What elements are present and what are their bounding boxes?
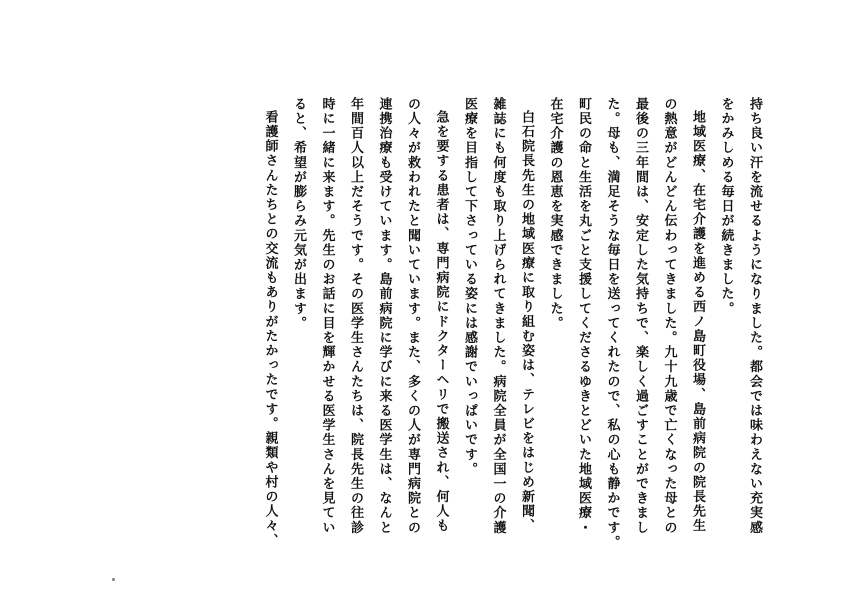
text-column: 年間百人以上だそうです。その医学生さんたちは、院長先生の往診 xyxy=(348,97,363,535)
vertical-text-body xyxy=(255,97,768,567)
text-column: をかみしめる毎日が続きました。 xyxy=(718,97,734,316)
scan-speck xyxy=(112,578,115,581)
text-column: 連携治療も受けています。島前病院に学びに来る医学生は、なんと xyxy=(376,97,392,535)
text-column: 地域医療、在宅介護を進める西ノ島町役場、島前病院の院長先生 xyxy=(690,110,705,534)
text-column: た。母も、満足そうな毎日を送ってくれたので、私の心も静かです。 xyxy=(604,97,620,550)
text-column: 町民の命と生活を丸ごと支援してくださるゆきとどいた地域医療・ xyxy=(576,97,591,535)
text-column: 時に一緒に来ます。先生のお話に目を輝かせる医学生さんを見てい xyxy=(319,97,335,535)
text-column: の熱意がどんどん伝わってきました。九十九歳で亡くなった母との xyxy=(661,97,677,535)
text-column: 在宅介護の恩恵を実感できました。 xyxy=(547,97,563,331)
text-column: 持ち良い汗を流せるようになりました。都会では味わえない充実感 xyxy=(747,97,762,535)
text-column: 急を要する患者は、専門病院にドクターヘリで搬送され、何人も xyxy=(433,110,449,534)
text-column: 最後の三年間は、安定した気持ちで、楽しく過ごすことができまし xyxy=(633,97,648,535)
text-column: 看護師さんたちとの交流もありがたかったです。親類や村の人々、 xyxy=(262,110,278,548)
text-column: ると、希望が膨らみ元気が出ます。 xyxy=(291,97,306,331)
text-column: 雑誌にも何度も取り上げられてきました。病院全員が全国一の介護 xyxy=(490,97,506,535)
text-column: 白石院長先生の地域医療に取り組む姿は、テレビをはじめ新聞、 xyxy=(519,110,534,534)
text-column: 医療を目指して下さっている姿には感謝でいっぱいです。 xyxy=(462,97,477,477)
text-column: の人々が救われたと聞いています。また、多くの人が専門病院との xyxy=(405,97,420,535)
